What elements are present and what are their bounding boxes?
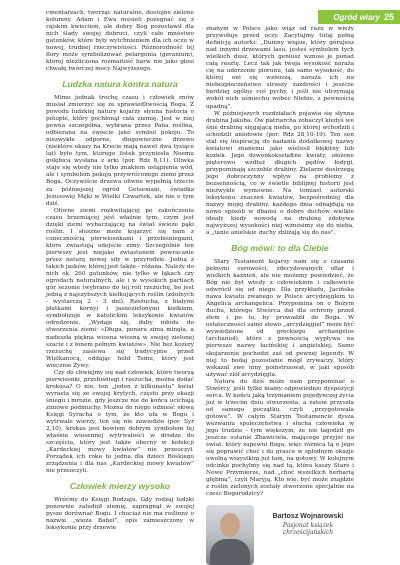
page-number: 25: [383, 12, 394, 22]
section-heading: Ludzka natura kontra natura: [62, 79, 178, 90]
paragraph: Wróćmy do Księgi Rodzaju. Gdy rodzaj ludzki ponownie zaludnił ziemię, zapragnął w swojej pysze dorównać Bogu. I chociaż nie ma roślinny o nazwie „wieża Babel”, opis zamieszczony w leksykonie przy drzewie: [46, 496, 194, 532]
author-info: [262, 505, 354, 537]
section-header-bar: [318, 10, 400, 24]
left-column: [46, 10, 194, 532]
paragraph: Czy do chwiejmy się nad człowiek, które tworzą pierwiosnki, przebiśniegi i rzeżucha, można dodać krokusa? O nie, ten „jeden z kilkunastu” kwiat wyrasta się ze swojej krytych, często przy okazji śniegu i mrozie, gdy jeszcze nie do końca ucichają zimowe podmuchy. Można do niego odnieść słowa Księgi Syracha o tym, że kto ufa w Bogu i wytrwale wierzy, ten się nie zawiedzie (por. Syr 2,10), krokus jest bowiem dobrym symbolem tej właśnie wiosennej wytrwałości w drodze do szczęścia, który jest także obecny w kolekcji „Kardeckiej mowy kwiatów” nie przeoczył. Porządek ich roku to jedna dla dzieci Boskiego zrządzenia i dla nas „Kardeckiej mowy kwiatów” nie przeoczyli.: [46, 369, 194, 475]
paragraph: Stary Testament kojarzy nam się z czasami pełnymi surowości, zdecydowanych ofiar i wielkich kaznień, ale nie możemy powiedzieć, że Bóg nie był wtedy z człowiekiem i całkowicie odwrócił się od niego. Dla przykładu, Jacińska nawa kwiatu zwanego w Polsce arcydzięglem to Angelica archangelica. Przypomina on o Bożym duchu, którego Stwórca dał dla ochrony przed złem i po to, by prowadził do Boga. W ostateczności samo słowo „arcydzięgiel” może być wywiedzione od greckiego archangelos (archanioł), które z pewnością wypływa na pierwsze nazwy łacińskiej i angielskiej. Samo skojarzenie pochodzi zaś od pewnej legendy. W niej to bodaj pozostanie mógł zrywaczy, który wskazał swe inny poinstruował, w jaki sposób używać ziół arcydzięgla.: [206, 258, 354, 378]
paragraph: Natura do dziś może nam przypominać o Stwórcy, jeśli tylko mamy odpowiednio dyspozycji serca. W końcu jaką trzymaniem pojedynczej życia już w trzecim dniu stworzenia, a zatem przyszła od samego początku, czyli „przygotowała gotowe”. W całym Starym Testamencie dysza wezwaniu spoleczeństwa i słucha człowieka w jego trudzie - tym większym, że nie łagodził go jeszcze ustanie Zbawiciela, mającego przyjść na świat, który zapewni Boga, więc różnica tą o jego się poprawić choć i do grasce w spłodnym okazje uwolną wszystkim już tam, na gotowy. W kolejnym odcinku pochylmy się nad tą, która kaszy Stare i Nowe Przymierze, nad „choć wszelkich herbarią głębiną”, czyli Maryją. Kto wie, być może znajdzie z roślin zielonych zostały stworzone specjalnie na cześć Bogurodzicy?: [206, 378, 354, 498]
paragraph: W późniejszych rozdziałach pojawia się słynna drabina Jakuba. Ów patriarcha zobaczył kiedyś we śnie drabinę sięgającą nieba, po której wchodzili i schodzili aniołowie (por. Rdz 28,10-19). Ten sen stał się inspiracją do nadania dodatkowej nazwy kwiatowi znanemu jako wielosił błękitny lub kozłek. Jego dzwonkokształtne kwiaty, ułożone pięterowo wzdłuż długich pędów łodygi, przypominają szczeble drabiny. Zielarze dostrzegą jego dobroczynny wpływ na problemy z bezsennością, co w świetle biblijnej historii jest niezwykle wymowne. Na tomiast autorski leksykonu znaczeń kwiatów, bezpośredniej dla nazwy mojej drabiny, każdego dnia odnajdują na nowo sposób w dbaniu o dobro duchów wielkie ideały kiedy nowodą na drabinę zdobywa najwyższej wysokości niej wznosimy się do nieba, a „tanie anielskie duchy zbliżają się do nas”.: [206, 110, 354, 237]
paragraph: cmentarzach, tworząc naturalne, dostojne zielone kolumny. Adam i Ewa musieli pożegnać się z rajskim kwieciem, ale dobry Bóg pozostawił dla nich ślady swojej dobroci, czyli całe mnóstwo gatunków, które były wytchnieniem dla ich oczu w nowej, trudnej rzeczywistości. Różnorodność tej flory może symbolizować pelargonia (geranium), której niezliczona rozmaitość barw nie jako głosi chwałę twórczej mocy Najwyższego.: [46, 10, 194, 73]
author-name: Bartosz Wojnarowski: [272, 512, 344, 520]
paragraph: Oliwne ziemi rozkwitającej po zakończeniu czasu brzemiącej jest właśnie tym, czym jest dzięki ziemi wybaczającej na świat świeże pąki roślin. I słuszne może kojarzyć się nam z conecznością pierwiosnkami i przebiśniegami, które zwiastują odejście zimy. Szczególnie ten pierwszy jest niejako zwiastunem powracanie przez naturę nowej siły w przyrodzie. Jedną z takich jasków, której jest także - różana. Należy do nich ok. 260 gatunków, nie tylko w łąkach czy ogrodach naturalnych, ale i w wysokich partiach gór sezonie (wybrano do tej roli rzeżuchę, bo jest jedną z najszybszych kiełkujących roślin (zdolnych - wystarczą 2 - 3 dni). Rzeżucha, z białymi płatkami kornyi i jasnozielonymi kiełkiem, symbolizuje w katolickim leksykonie kwiatów odrodzenie. „Wydaje się, iłuby młodu do stworzenia ziemi: «Długa, ponura zima minęła, a nadeszła piękna wiosna wiosną w swojej zielonej szacie i z łonem pełnym kwiatów». Nie bez kozery rzeżuchę zasiewa się tradycyjnie przed Wielkanocą, oddając hołd Temu, który jest wiecznie Żywy.: [46, 207, 194, 369]
author-role: Pasjonat książek chrześcijańskich: [282, 521, 334, 537]
section-heading: Człowiek mierzy wysoko: [69, 481, 171, 492]
paragraph: znanym w Polsce jako wiąz od razu w wieży przywołuje przed oczy. Zacytujmy tutaj pełną definicję autorki: „Dumny wiązie, który górujesz nad innymi drzewami lasu, jesteś symbolem tych wielkich dusz, których geniusz wznosi je ponad całą resztę. Lecz tak jak twoja wysokość naraża cię na uderzenie piorunu, tak samo wysokość, do której oni się wznoszą, naraża ich na niebezpieczeństwo straszy zazdrości i jeszcze bardziej ogólny coś pychy, i jeśli nie utrzymają wokół nich uśmiechu wobec Niebie, z pewnością upadną”.: [206, 26, 354, 110]
section-title: Ogród wiary: [333, 12, 380, 22]
paragraph: Mimo jednak trochę czasu i człowiek znów musiał zmierzyć się ze sprawiedliwością Boga. Z powodu ludzkiej natury kojarzy słynna historia o potopie, który pochłonął cała ziemię. Jest w niej pewna szczegółna, wybrana przez Pana roślina, odbierana na świecie jako symbol pokoju. To niezwykłe odporne, długowieczne drzewo (niektóre okazy na Krecie mają nawet dwa tysiące lat) było tym, którego listek przyniosła Noemu gołębica wysłana z arki (por. Rdz 8,11). Oliwka staje się wtedy nie tylko znakiem ustąpienia wód, ale i symbolem pokoju przywróconego ziemi przez Boga. Oczywiście drzewa oliwne wypełnią trzecie za późniejszej ogród Getsemani, świadka Jezusowej Męki w Wielki Czwartek, ale nie o tym dziś.: [46, 94, 194, 207]
section-heading: Bóg mówi: to dla Ciebie: [231, 243, 329, 254]
right-column: [206, 26, 354, 565]
